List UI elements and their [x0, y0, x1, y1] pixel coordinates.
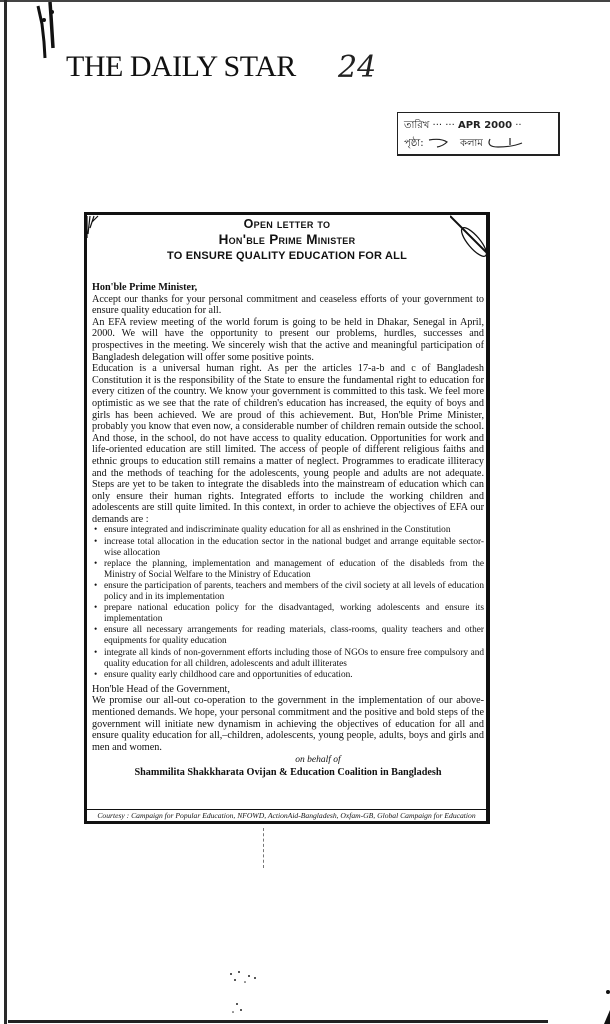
courtesy-line: Courtesy : Campaign for Popular Education, NFOWD, ActionAid-Bangladesh, Oxfam-GB, Global Campaign for Education — [87, 809, 486, 822]
closing-paragraph: We promise our all-out co-operation to the government in the implementation of our above-mentioned demands. We hope, your personal commitment and the positive and bold steps of the government will initiate new dynamism in achieving the objectives of education for all and ensure quality education for all,–children, adolescents, young people, adults, boys and girls and men and women. — [92, 695, 484, 753]
newspaper-masthead: THE DAILY STAR — [66, 50, 296, 83]
archive-stamp — [397, 112, 560, 156]
demand-item: • increase total allocation in the education sector in the national budget and arrange equitable sector-wise allocation — [104, 537, 484, 559]
letter-body — [92, 282, 484, 779]
paragraph-efa-meeting: An EFA review meeting of the world forum is going to be held in Dhakar, Senegal in April, 2000. We will have the opportunity to present our problems, hurdles, successes and prospectives in the meeting. We sincerely wish that the active and meaningful participation of Bangladesh delegation will offer some positive points. — [92, 316, 484, 363]
stamp-date-row: তারিখ ··· ··· APR 2000 ·· — [404, 120, 522, 131]
scan-specks-icon — [225, 970, 275, 1020]
demand-item: • ensure quality early childhood care and opportunities of education. — [104, 670, 484, 681]
handwritten-number: 24 — [338, 50, 377, 85]
letter-heading — [87, 217, 487, 264]
demand-item: • prepare national education policy for the disadvantaged, working adolescents and ensure its implementation — [104, 603, 484, 625]
handwritten-column-mark-icon — [486, 137, 526, 149]
demand-item: • integrate all kinds of non-government efforts including those of NGOs to ensure free compulsory and quality education for all children, adolescents and adult illiterates — [104, 648, 484, 670]
ink-marks-icon — [34, 2, 64, 62]
stamp-date-label: তারিখ — [404, 120, 430, 131]
demand-item: • ensure all necessary arrangements for reading materials, class-rooms, quality teachers and other equipments for quality education — [104, 625, 484, 647]
title-addressee: Hon'ble Prime Minister — [218, 232, 356, 247]
on-behalf-of: on behalf of — [295, 755, 341, 766]
signatories: Shammilita Shakkharata Ovijan & Education Coalition in Bangladesh — [134, 767, 442, 779]
demands-list — [92, 525, 484, 680]
handwritten-page-mark-icon — [427, 138, 457, 148]
stamp-page-label: পৃষ্ঠা — [404, 138, 421, 149]
scan-edge-mark-icon — [600, 980, 610, 1024]
scan-left-edge — [4, 0, 7, 1024]
stamp-date-value: APR 2000 — [457, 120, 513, 131]
paragraph-thanks: Accept our thanks for your personal commitment and ceaseless efforts of your government to ensure quality education for all. — [92, 293, 484, 317]
scan-top-edge — [0, 0, 610, 2]
second-salutation: Hon'ble Head of the Government, — [92, 683, 230, 695]
salutation: Hon'ble Prime Minister, — [92, 282, 198, 293]
demand-item: • ensure the participation of parents, teachers and members of the civil society at all levels of education policy and in its implementation — [104, 581, 484, 603]
stamp-page-row: পৃষ্ঠা: কলাম — [404, 135, 554, 153]
demand-item: • replace the planning, implementation and management of education of the disableds from the Ministry of Social Welfare to the Ministry of Education — [104, 559, 484, 581]
demand-item: • ensure integrated and indiscriminate quality education for all as enshrined in the Constitution — [104, 525, 484, 536]
title-subject: TO ENSURE QUALITY EDUCATION FOR ALL — [166, 250, 408, 262]
stamp-column-label: কলাম — [459, 138, 483, 149]
paragraph-education-right: Education is a universal human right. As per the articles 17-a-b and c of Bangladesh Constitution it is the responsibility of the State to ensure the fundamental right to education for every citizen of the country. We know your government is committed to this task. We feel more optimistic as we see that the rate of children's education has increased, the equity of boys and girls has been achieved. We are proud of this achievement. But, Hon'ble Prime Minister, probably you know that even now, a considerable number of children remain outside the school. And those, in the school, do not have access to quality education. Opportunities for work and life-oriented education are still limited. The access of people of different religious faiths and ethnic groups to education still remains a matter of neglect. Programmes to eradicate illiteracy and the methods of teaching for the adolescents, young people and adults are not adequate. Steps are yet to be taken to integrate the disableds into the mainstream of education which can only ensure their human rights. Integrated efforts to include the working children and adolescents are still quite limited. In this context, in order to achieve the objectives of EFA our demands are : — [92, 363, 485, 525]
scan-bottom-edge — [8, 1020, 548, 1023]
title-open-letter: Open letter to — [243, 217, 331, 231]
fold-dash-mark — [263, 828, 265, 868]
